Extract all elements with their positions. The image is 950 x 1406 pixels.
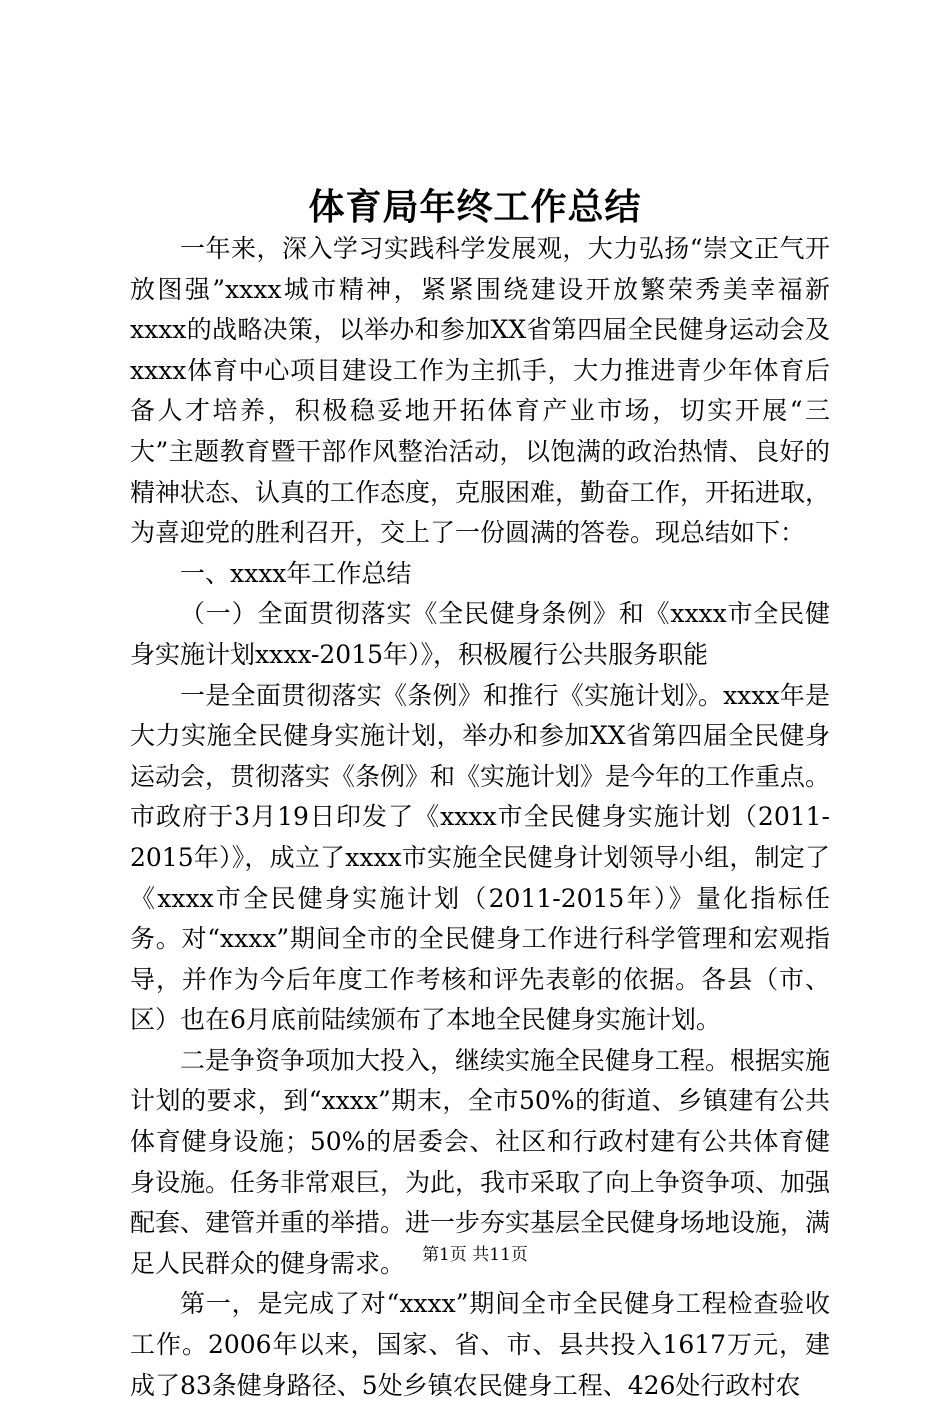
subsection-heading: （一）全面贯彻落实《全民健身条例》和《xxxx市全民健身实施计划xxxx-2015年）》，积极履行公共服务职能 [130,599,830,669]
section-heading: 一、xxxx年工作总结 [180,558,412,588]
paragraph-point-one: 一是全面贯彻落实《条例》和推行《实施计划》。xxxx年是大力实施全民健身实施计划，举办和参加XX省第四届全民健身运动会，贯彻落实《条例》和《实施计划》是今年的工作重点。市政府于3月19日印发了《xxxx市全民健身实施计划（2011-2015年）》，成立了xxxx市实施全民健身计划领导小组，制定了《xxxx市全民健身实施计划（2011-2015年）》量化指标任务。对“xxxx”期间全市的全民健身工作进行科学管理和宏观指导，并作为今后年度工作考核和评先表彰的依据。各县（市、区）也在6月底前陆续颁布了本地全民健身实施计划。 [130,680,831,1035]
page-number-footer: 第1页 共11页 [422,1245,528,1265]
paragraph-intro: 一年来，深入学习实践科学发展观，大力弘扬“崇文正气开放图强”xxxx城市精神，紧紧围绕建设开放繁荣秀美幸福新xxxx的战略决策，以举办和参加XX省第四届全民健身运动会及xxxx体育中心项目建设工作为主抓手，大力推进青少年体育后备人才培养，积极稳妥地开拓体育产业市场，切实开展“三大”主题教育暨干部作风整治活动，以饱满的政治热情、良好的精神状态、认真的工作态度，克服困难，勤奋工作，开拓进取，为喜迎党的胜利召开，交上了一份圆满的答卷。现总结如下： [130,234,831,548]
document-title: 体育局年终工作总结 [308,187,642,228]
paragraph-first-item: 第一，是完成了对“xxxx”期间全市全民健身工程检查验收工作。2006年以来，国家、省、市、县共投入1617万元，建成了83条健身路径、5处乡镇农民健身工程、426处行政村农 [130,1289,830,1400]
document-body [130,229,830,1406]
paragraph-point-two: 二是争资争项加大投入，继续实施全民健身工程。根据实施计划的要求，到“xxxx”期末，全市50%的街道、乡镇建有公共体育健身设施；50%的居委会、社区和行政村建有公共体育健身设施。任务非常艰巨，为此，我市采取了向上争资争项、加强配套、建管并重的举措。进一步夯实基层全民健身场地设施，满足人民群众的健身需求。 [130,1045,831,1278]
